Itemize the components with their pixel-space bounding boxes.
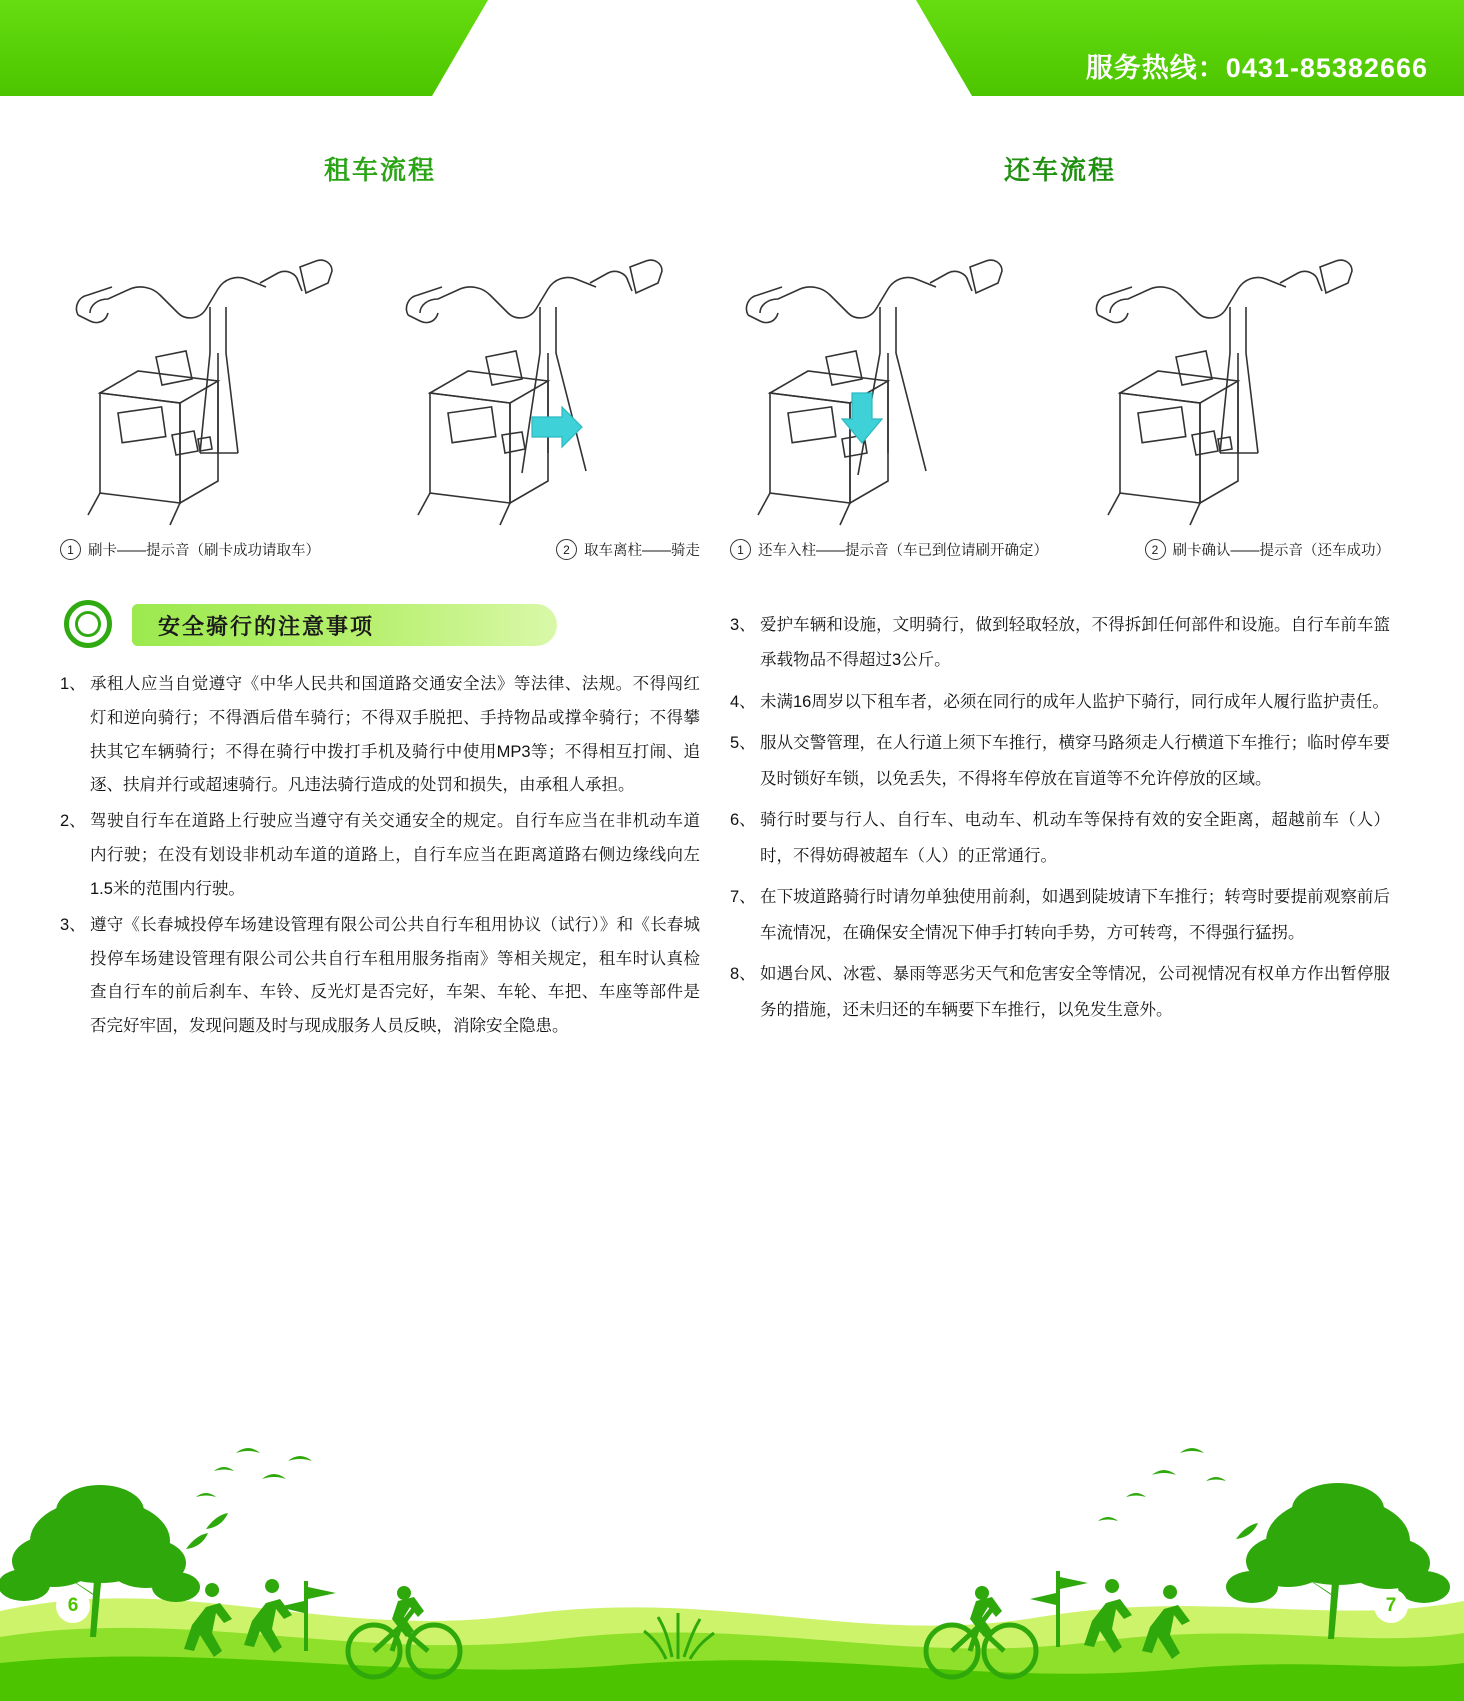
footer-illustration	[0, 1401, 1464, 1701]
item-text: 在下坡道路骑行时请勿单独使用前刹，如遇到陡坡请下车推行；转弯时要提前观察前后车流情况，在确保安全情况下伸手打转向手势，方可转弯，不得强行猛拐。	[760, 888, 1390, 942]
rent-flow-illustrations	[60, 203, 700, 533]
return-flow-illustrations	[730, 203, 1390, 533]
step-label: 刷卡确认——提示音（还车成功）	[1172, 543, 1390, 559]
safety-section-title: 安全骑行的注意事项	[158, 613, 375, 640]
rent-step1-illustration	[60, 203, 370, 533]
item-number: 3、	[60, 915, 86, 934]
list-item	[730, 726, 1390, 797]
return-flow-title: 还车流程	[1003, 156, 1116, 186]
list-item	[730, 608, 1390, 679]
safety-section-banner	[132, 604, 557, 646]
rent-flow-column	[60, 150, 700, 1046]
return-step2-caption	[1145, 539, 1391, 560]
safety-notes-left	[60, 668, 700, 1044]
list-item	[730, 957, 1390, 1028]
list-item	[730, 685, 1390, 720]
item-number: 1、	[60, 675, 86, 693]
return-step1-caption	[730, 539, 1048, 560]
list-item	[60, 668, 700, 803]
item-number: 3、	[730, 616, 756, 634]
item-text: 遵守《长春城投停车场建设管理有限公司公共自行车租用协议（试行）》和《长春城投停车场建设管理有限公司公共自行车租用服务指南》等相关规定，租车时认真检查自行车的前后刹车、车铃、反光灯是否完好，车架、车轮、车把、车座等部件是否完好牢固，发现问题及时与现成服务人员反映，消除安全隐患。	[90, 915, 700, 1036]
return-flow-captions	[730, 539, 1390, 560]
item-number: 4、	[730, 692, 756, 711]
service-hotline: 服务热线：0431-85382666	[1085, 53, 1428, 83]
item-text: 如遇台风、冰雹、暴雨等恶劣天气和危害安全等情况，公司视情况有权单方作出暂停服务的措施，还未归还的车辆要下车推行，以免发生意外。	[760, 965, 1390, 1019]
item-text: 服从交警管理，在人行道上须下车推行，横穿马路须走人行横道下车推行；临时停车要及时锁好车锁，以免丢失，不得将车停放在盲道等不允许停放的区域。	[760, 734, 1390, 788]
step-label: 刷卡——提示音（刷卡成功请取车）	[88, 543, 320, 559]
step-number: 2	[1145, 539, 1166, 560]
item-text: 爱护车辆和设施，文明骑行，做到轻取轻放，不得拆卸任何部件和设施。自行车前车篮承载物品不得超过3公斤。	[760, 616, 1390, 670]
rent-step2-illustration	[390, 203, 700, 533]
item-number: 6、	[730, 811, 756, 830]
page-number-left: 6	[56, 1589, 90, 1623]
header-white-notch	[432, 0, 972, 96]
item-text: 驾驶自行车在道路上行驶应当遵守有关交通安全的规定。自行车应当在非机动车道内行驶；在没有划设非机动车道的道路上，自行车应当在距离道路右侧边缘线向左1.5米的范围内行驶。	[90, 812, 700, 898]
step-number: 2	[556, 539, 577, 560]
page-number-right: 7	[1374, 1589, 1408, 1623]
safety-notes-right	[730, 608, 1390, 1028]
item-number: 7、	[730, 888, 756, 907]
ring-icon	[64, 600, 112, 648]
rent-step2-caption	[556, 539, 700, 560]
rent-flow-title: 租车流程	[323, 156, 436, 186]
return-flow-column	[730, 150, 1390, 1034]
step-label: 还车入柱——提示音（车已到位请刷开确定）	[758, 543, 1048, 559]
item-number: 2、	[60, 812, 86, 831]
page-header	[0, 0, 1464, 96]
list-item	[60, 909, 700, 1044]
safety-section-header	[60, 598, 700, 652]
item-text: 骑行时要与行人、自行车、电动车、机动车等保持有效的安全距离，超越前车（人）时，不得妨碍被超车（人）的正常通行。	[760, 811, 1390, 865]
item-number: 5、	[730, 734, 756, 753]
list-item	[730, 803, 1390, 874]
item-number: 8、	[730, 965, 756, 984]
rent-flow-captions	[60, 539, 700, 560]
list-item	[60, 805, 700, 906]
item-text: 承租人应当自觉遵守《中华人民共和国道路交通安全法》等法律、法规。不得闯红灯和逆向骑行；不得酒后借车骑行；不得双手脱把、手持物品或撑伞骑行；不得攀扶其它车辆骑行；不得在骑行中拨打手机及骑行中使用MP3等；不得相互打闹、追逐、扶肩并行或超速骑行。凡违法骑行造成的处罚和损失，由承租人承担。	[90, 675, 700, 795]
return-step2-illustration	[1080, 203, 1390, 533]
step-number: 1	[60, 539, 81, 560]
rent-step1-caption	[60, 539, 320, 560]
return-step1-illustration	[730, 203, 1040, 533]
step-label: 取车离柱——骑走	[584, 543, 700, 559]
step-number: 1	[730, 539, 751, 560]
item-text: 未满16周岁以下租车者，必须在同行的成年人监护下骑行，同行成年人履行监护责任。	[760, 692, 1389, 711]
list-item	[730, 880, 1390, 951]
